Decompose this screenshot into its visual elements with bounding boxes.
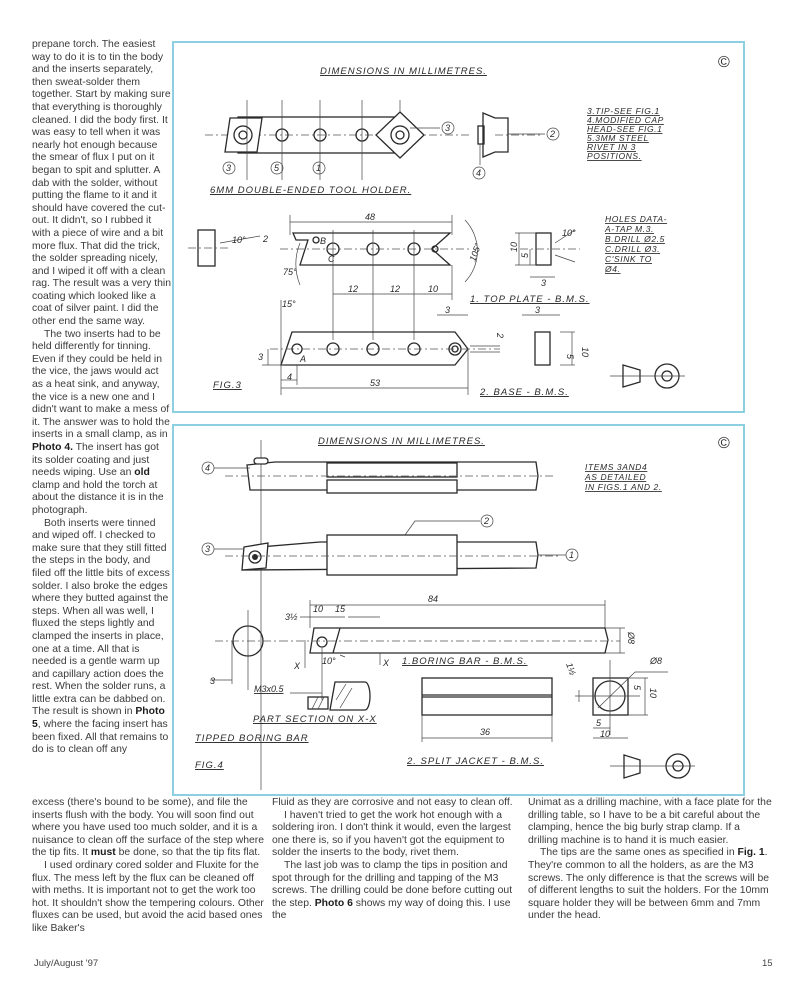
figure-4-drawing — [172, 424, 745, 796]
text: be done, so that the tip fits flat. — [115, 847, 261, 859]
paragraph: Unimat as a drilling machine, with a face plate for the drilling table, so I have to be a bit careful about the clamping, hence the big burly strap clamp. If a drilling machine is to hand it is much easier. — [528, 797, 772, 846]
svg-text:10: 10 — [313, 604, 324, 614]
svg-text:AS DETAILED: AS DETAILED — [585, 472, 647, 482]
boring-bar-top-view — [214, 458, 555, 493]
svg-text:75°: 75° — [283, 267, 297, 277]
left-text-column — [32, 39, 171, 757]
svg-text:HEAD-SEE FIG.1: HEAD-SEE FIG.1 — [587, 124, 663, 134]
text: The insert has got its solder coating and just needs wiping. Use an — [32, 442, 159, 479]
split-jacket-label: 2. SPLIT JACKET - B.M.S. — [407, 756, 544, 767]
part-section-label: PART SECTION ON X-X — [253, 714, 377, 725]
paragraph — [32, 329, 171, 518]
base-label: 2. BASE - B.M.S. — [480, 387, 569, 398]
svg-text:105°: 105° — [467, 241, 484, 263]
svg-text:2: 2 — [495, 333, 505, 339]
svg-text:15°: 15° — [282, 299, 296, 309]
svg-text:2: 2 — [263, 234, 269, 244]
fig4-svg — [172, 424, 745, 796]
callout-4: 4 — [205, 463, 211, 473]
svg-text:36: 36 — [480, 727, 491, 737]
text: shows my way of doing this. I use the — [272, 897, 511, 922]
svg-text:4: 4 — [287, 372, 293, 382]
svg-text:3: 3 — [210, 676, 216, 686]
paragraph: I haven't tried to get the work hot enough with a soldering iron. I don't think it would, even the largest one there is, so if you haven't got the equipment to solder the inserts to the body, rivet them. — [272, 809, 511, 859]
svg-text:10: 10 — [648, 688, 658, 699]
callout-4: 4 — [476, 168, 482, 178]
svg-text:53: 53 — [370, 378, 381, 388]
fig3-svg — [172, 41, 745, 413]
svg-text:10: 10 — [428, 284, 439, 294]
emphasis: must — [90, 847, 116, 859]
bottom-column-1 — [32, 797, 270, 936]
svg-text:12: 12 — [390, 284, 401, 294]
photo-ref: Photo 6 — [314, 897, 353, 909]
boring-bar-side-view — [214, 521, 566, 575]
top-plate-dimensions — [232, 212, 576, 294]
text: Both inserts were tinned and wiped off. I checked to make sure that they still fitted the steps in the body, and filed off the little bits of excess solder. I also broke the edges where they butted against the steps. When all was well, I fluxed the steps lightly and clamped the inserts in place, one at a time. All that is needed is a gentle warm up and capillary action does the rest. When the solder runs, a little extra can be dabbed on. The result is shown in — [32, 517, 170, 718]
base-drawing — [262, 300, 685, 395]
holes-data — [604, 214, 667, 274]
page-number: 15 — [762, 958, 773, 969]
svg-text:Ø8: Ø8 — [650, 656, 663, 666]
svg-text:C.DRILL Ø3.: C.DRILL Ø3. — [605, 244, 661, 254]
svg-text:10: 10 — [580, 347, 590, 358]
items-note — [584, 462, 662, 492]
svg-text:RIVET IN 3: RIVET IN 3 — [587, 142, 636, 152]
fig4-label: FIG.4 — [195, 760, 224, 771]
svg-text:1½: 1½ — [564, 661, 578, 677]
parts-notes — [587, 106, 664, 161]
photo-ref: Photo 4. — [32, 442, 73, 453]
text: The last job was to clamp the tips in position and spot through for the drilling and tapping of the M3 screws. The drilling could be done before cutting out the step. — [272, 859, 513, 909]
copyright-symbol: © — [718, 435, 730, 452]
base-dimensions — [258, 299, 590, 388]
fig3-label: FIG.3 — [213, 380, 242, 391]
paragraph — [272, 860, 520, 923]
svg-text:B.DRILL Ø2.5: B.DRILL Ø2.5 — [605, 234, 665, 244]
top-plate-drawing — [188, 215, 580, 340]
boring-bar-label: 1.BORING BAR - B.M.S. — [402, 656, 528, 667]
copyright-symbol: © — [718, 54, 730, 71]
svg-text:Ø8: Ø8 — [626, 632, 636, 645]
dimensions-heading: DIMENSIONS IN MILLIMETRES. — [318, 436, 485, 447]
svg-text:15: 15 — [335, 604, 346, 614]
svg-text:3: 3 — [535, 305, 541, 315]
svg-text:3.TIP-SEE FIG.1: 3.TIP-SEE FIG.1 — [587, 106, 660, 116]
svg-text:M3x0.5: M3x0.5 — [254, 684, 284, 694]
paragraph: prepane torch. The easiest way to do it is to tin the body and the inserts separately, then sweat-solder them together. Start by making sure that everything is thoroughly cleaned. I did the body first. It was easy to tell when it was nearly hot enough because the smear of flux I put on it began to spit and splutter. A dab with the solder, without putting the flame to it and it should have covered the cut-out. It didn't, so I rubbed it with a piece of wire and a bit more flux. That did the trick, the solder spreading nicely, and I wiped it off with a clean rag. The result was a very thin coating which looked like a coat of silver paint. I did the other end the same way. — [32, 39, 171, 328]
issue-date: July/August '97 — [34, 958, 99, 969]
boring-bar-dimensions — [210, 594, 636, 694]
svg-text:5: 5 — [596, 718, 602, 728]
svg-text:IN FIGS.1 AND 2.: IN FIGS.1 AND 2. — [585, 482, 662, 492]
svg-text:A-TAP M.3.: A-TAP M.3. — [605, 224, 654, 234]
callout-1: 1 — [316, 163, 322, 173]
paragraph: Fluid as they are corrosive and not easy to clean off. — [272, 797, 513, 808]
svg-text:5: 5 — [632, 685, 642, 691]
tool-holder-title: 6MM DOUBLE-ENDED TOOL HOLDER. — [210, 185, 412, 196]
text: The two inserts had to be held differently for tinning. Even if they could be held in the vice, the jaws would act as a heat sink, and anyway, the vice is a new one and I didn't want to make a mess of it. The answer was to hold the inserts in a small clamp, as in — [32, 328, 170, 441]
callout-5: 5 — [274, 163, 280, 173]
svg-text:10°: 10° — [562, 228, 576, 238]
svg-text:X: X — [294, 661, 301, 671]
svg-text:3: 3 — [258, 352, 264, 362]
dimensions-heading: DIMENSIONS IN MILLIMETRES. — [320, 66, 487, 77]
tool-holder-drawing — [205, 100, 545, 180]
svg-text:10: 10 — [509, 241, 519, 252]
text: excess (there's bound to be some), and file the inserts flush with the body. You will soon find out where you have used too much solder, and it is a nuisance to clean off the surface of the step where the tip fits. It — [32, 797, 265, 859]
text: clamp and hold the torch at about the distance it is in the photograph. — [32, 479, 164, 516]
svg-text:3: 3 — [541, 278, 547, 288]
callout-3: 3 — [445, 123, 451, 133]
svg-text:10°: 10° — [232, 235, 246, 245]
svg-text:5: 5 — [520, 252, 530, 258]
bottom-column-3 — [528, 797, 772, 923]
svg-text:10: 10 — [600, 729, 611, 739]
callout-2: 2 — [484, 516, 490, 526]
svg-text:84: 84 — [428, 594, 439, 604]
svg-text:48: 48 — [365, 212, 376, 222]
paragraph — [32, 518, 171, 757]
svg-text:ITEMS 3AND4: ITEMS 3AND4 — [585, 462, 648, 472]
callout-3: 3 — [226, 163, 232, 173]
svg-text:5.3MM STEEL: 5.3MM STEEL — [587, 133, 649, 143]
emphasis: old — [134, 467, 150, 479]
top-plate-label: 1. TOP PLATE - B.M.S. — [470, 294, 590, 305]
paragraph: I used ordinary cored solder and Fluxite for the flux. The mess left by the flux can be cleaned off with meths. It is important not to get the work too hot. It shouldn't show the tempering colours. Other fluxes can be used, but avoid the acid based ones like Baker's — [32, 859, 264, 934]
callout-2: 2 — [550, 129, 556, 139]
svg-text:12: 12 — [348, 284, 359, 294]
svg-text:3½: 3½ — [285, 612, 298, 622]
svg-text:4.MODIFIED CAP: 4.MODIFIED CAP — [587, 115, 664, 125]
svg-text:C: C — [328, 254, 335, 264]
text: , where the facing insert has been fixed. All that remains to do is to clean off any — [32, 719, 169, 756]
countersink-symbol — [610, 364, 685, 388]
callout-1: 1 — [569, 550, 575, 560]
figure-3-drawing — [172, 41, 745, 413]
svg-text:HOLES DATA-: HOLES DATA- — [605, 214, 668, 224]
svg-text:B: B — [320, 236, 327, 246]
svg-text:POSITIONS.: POSITIONS. — [587, 151, 642, 161]
svg-text:A: A — [300, 354, 307, 364]
svg-text:3: 3 — [445, 305, 451, 315]
figure-ref: Fig. 1 — [737, 847, 765, 859]
text: . They're common to all the holders, as are the M3 screws. The only difference is that the screws will be of different lengths to suit the holders. For the 10mm square holder they will be between 6mm and 7mm under the head. — [528, 847, 770, 922]
svg-text:C'SINK TO: C'SINK TO — [605, 254, 653, 264]
callout-3: 3 — [205, 544, 211, 554]
svg-text:X: X — [383, 658, 390, 668]
svg-text:5: 5 — [565, 354, 575, 360]
paragraph — [32, 797, 270, 860]
photo-ref: Photo 5 — [32, 706, 165, 731]
text: The tips are the same ones as specified in — [540, 847, 738, 859]
svg-text:Ø4.: Ø4. — [605, 264, 621, 274]
paragraph — [528, 847, 772, 923]
bottom-column-2 — [272, 797, 520, 923]
tipped-boring-bar-label: TIPPED BORING BAR — [195, 733, 309, 744]
svg-text:10°: 10° — [322, 656, 336, 666]
